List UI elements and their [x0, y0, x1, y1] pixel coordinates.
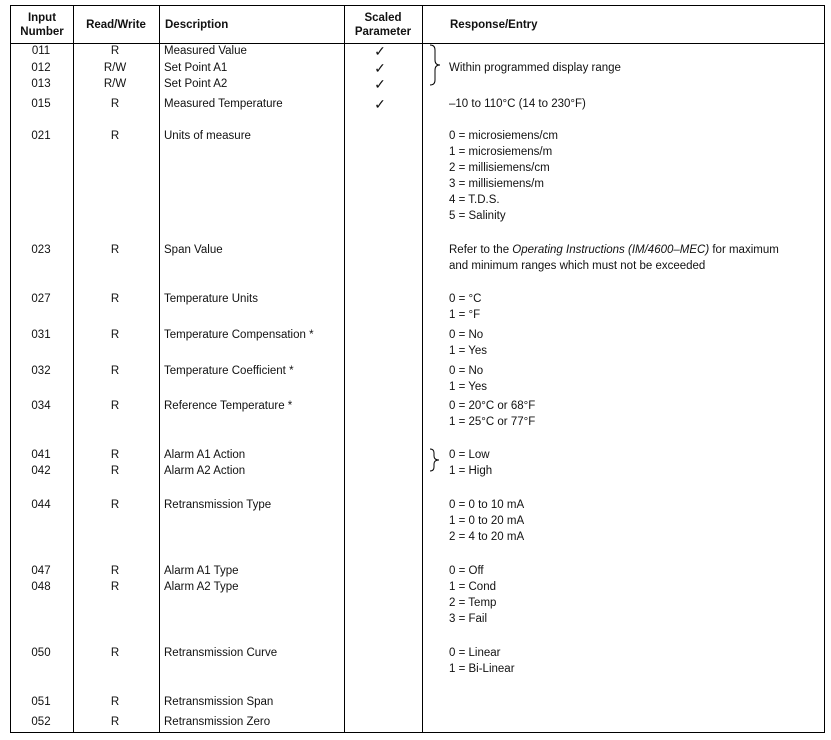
input-number: 015 — [31, 98, 51, 110]
input-number: 034 — [31, 400, 51, 412]
response-units — [449, 128, 558, 224]
read-write: R/W — [103, 62, 127, 74]
option: 5 = Salinity — [449, 210, 506, 222]
input-number: 044 — [31, 499, 51, 511]
response-retrans-type: 0 = 0 to 10 mA 1 = 0 to 20 mA 2 = 4 to 20 mA — [449, 499, 525, 543]
response-temp-units: 0 = °C 1 = °F — [449, 293, 482, 321]
description: Measured Value — [164, 45, 247, 57]
description: Units of measure — [164, 130, 251, 142]
header-description: Description — [165, 19, 229, 31]
read-write: R — [110, 329, 120, 341]
input-number: 011 — [31, 45, 51, 57]
read-write: R — [110, 130, 120, 142]
read-write: R — [110, 449, 120, 461]
response-temp-coef: 0 = No 1 = Yes — [449, 365, 488, 393]
check-mark-icon: ✓ — [374, 76, 386, 92]
read-write: R — [110, 244, 120, 256]
input-number: 048 — [31, 581, 51, 593]
read-write: R — [110, 365, 120, 377]
description: Retransmission Zero — [164, 716, 271, 728]
response-alarm-action: 0 = Low 1 = High — [449, 449, 493, 477]
read-write: R — [110, 465, 120, 477]
read-write: R — [110, 45, 120, 57]
header-read-write: Read/Write — [86, 19, 146, 31]
description: Retransmission Type — [164, 499, 272, 511]
read-write: R — [110, 647, 120, 659]
description: Measured Temperature — [164, 98, 283, 110]
description: Retransmission Curve — [164, 647, 278, 659]
option: 4 = T.D.S. — [449, 194, 500, 206]
input-number: 032 — [31, 365, 51, 377]
read-write: R/W — [103, 78, 127, 90]
read-write: R — [110, 581, 120, 593]
read-write: R — [110, 716, 120, 728]
input-number: 052 — [31, 716, 51, 728]
description: Alarm A1 Action — [164, 449, 246, 461]
response-temp-range: –10 to 110°C (14 to 230°F) — [449, 98, 586, 110]
input-number: 027 — [31, 293, 51, 305]
description: Temperature Coefficient * — [164, 365, 294, 377]
input-number: 031 — [31, 329, 51, 341]
input-number: 050 — [31, 647, 51, 659]
read-write: R — [110, 499, 120, 511]
read-write: R — [110, 400, 120, 412]
read-write: R — [110, 565, 120, 577]
header-scaled-parameter: Scaled Parameter — [354, 12, 412, 38]
header-input-number: Input Number — [20, 12, 64, 38]
column-divider — [159, 6, 160, 732]
input-number: 047 — [31, 565, 51, 577]
description: Alarm A2 Action — [164, 465, 246, 477]
description: Alarm A1 Type — [164, 565, 239, 577]
description: Reference Temperature * — [164, 400, 293, 412]
description: Retransmission Span — [164, 696, 274, 708]
response-setpoint-range: Within programmed display range — [449, 62, 621, 74]
description: Set Point A1 — [164, 62, 228, 74]
column-divider — [422, 6, 423, 732]
response-retrans-curve: 0 = Linear 1 = Bi-Linear — [449, 647, 515, 675]
input-number: 023 — [31, 244, 51, 256]
read-write: R — [110, 98, 120, 110]
description: Temperature Units — [164, 293, 258, 305]
description: Set Point A2 — [164, 78, 228, 90]
description: Temperature Compensation * — [164, 329, 314, 341]
check-mark-icon: ✓ — [374, 43, 386, 59]
brace-icon — [428, 44, 442, 86]
option: 2 = millisiemens/cm — [449, 162, 550, 174]
read-write: R — [110, 293, 120, 305]
check-mark-icon: ✓ — [374, 60, 386, 76]
response-ref-temp: 0 = 20°C or 68°F 1 = 25°C or 77°F — [449, 400, 536, 428]
response-alarm-type: 0 = Off 1 = Cond 2 = Temp 3 = Fail — [449, 565, 497, 625]
input-number: 041 — [31, 449, 51, 461]
description: Alarm A2 Type — [164, 581, 239, 593]
manual-reference: Operating Instructions (IM/4600–MEC) — [512, 244, 710, 256]
input-number: 051 — [31, 696, 51, 708]
header-response-entry: Response/Entry — [450, 19, 538, 31]
input-number: 042 — [31, 465, 51, 477]
input-number: 013 — [31, 78, 51, 90]
option: 3 = millisiemens/m — [449, 178, 544, 190]
read-write: R — [110, 696, 120, 708]
check-mark-icon: ✓ — [374, 96, 386, 112]
response-temp-comp: 0 = No 1 = Yes — [449, 329, 488, 357]
option: 0 = microsiemens/cm — [449, 130, 558, 142]
brace-icon — [428, 448, 442, 472]
input-number: 021 — [31, 130, 51, 142]
input-number: 012 — [31, 62, 51, 74]
column-divider — [344, 6, 345, 732]
option: 1 = microsiemens/m — [449, 146, 553, 158]
description: Span Value — [164, 244, 223, 256]
response-span-value: Refer to the Operating Instructions (IM/4600–MEC) for maximum and minimum ranges which must not be exceeded — [449, 244, 779, 272]
